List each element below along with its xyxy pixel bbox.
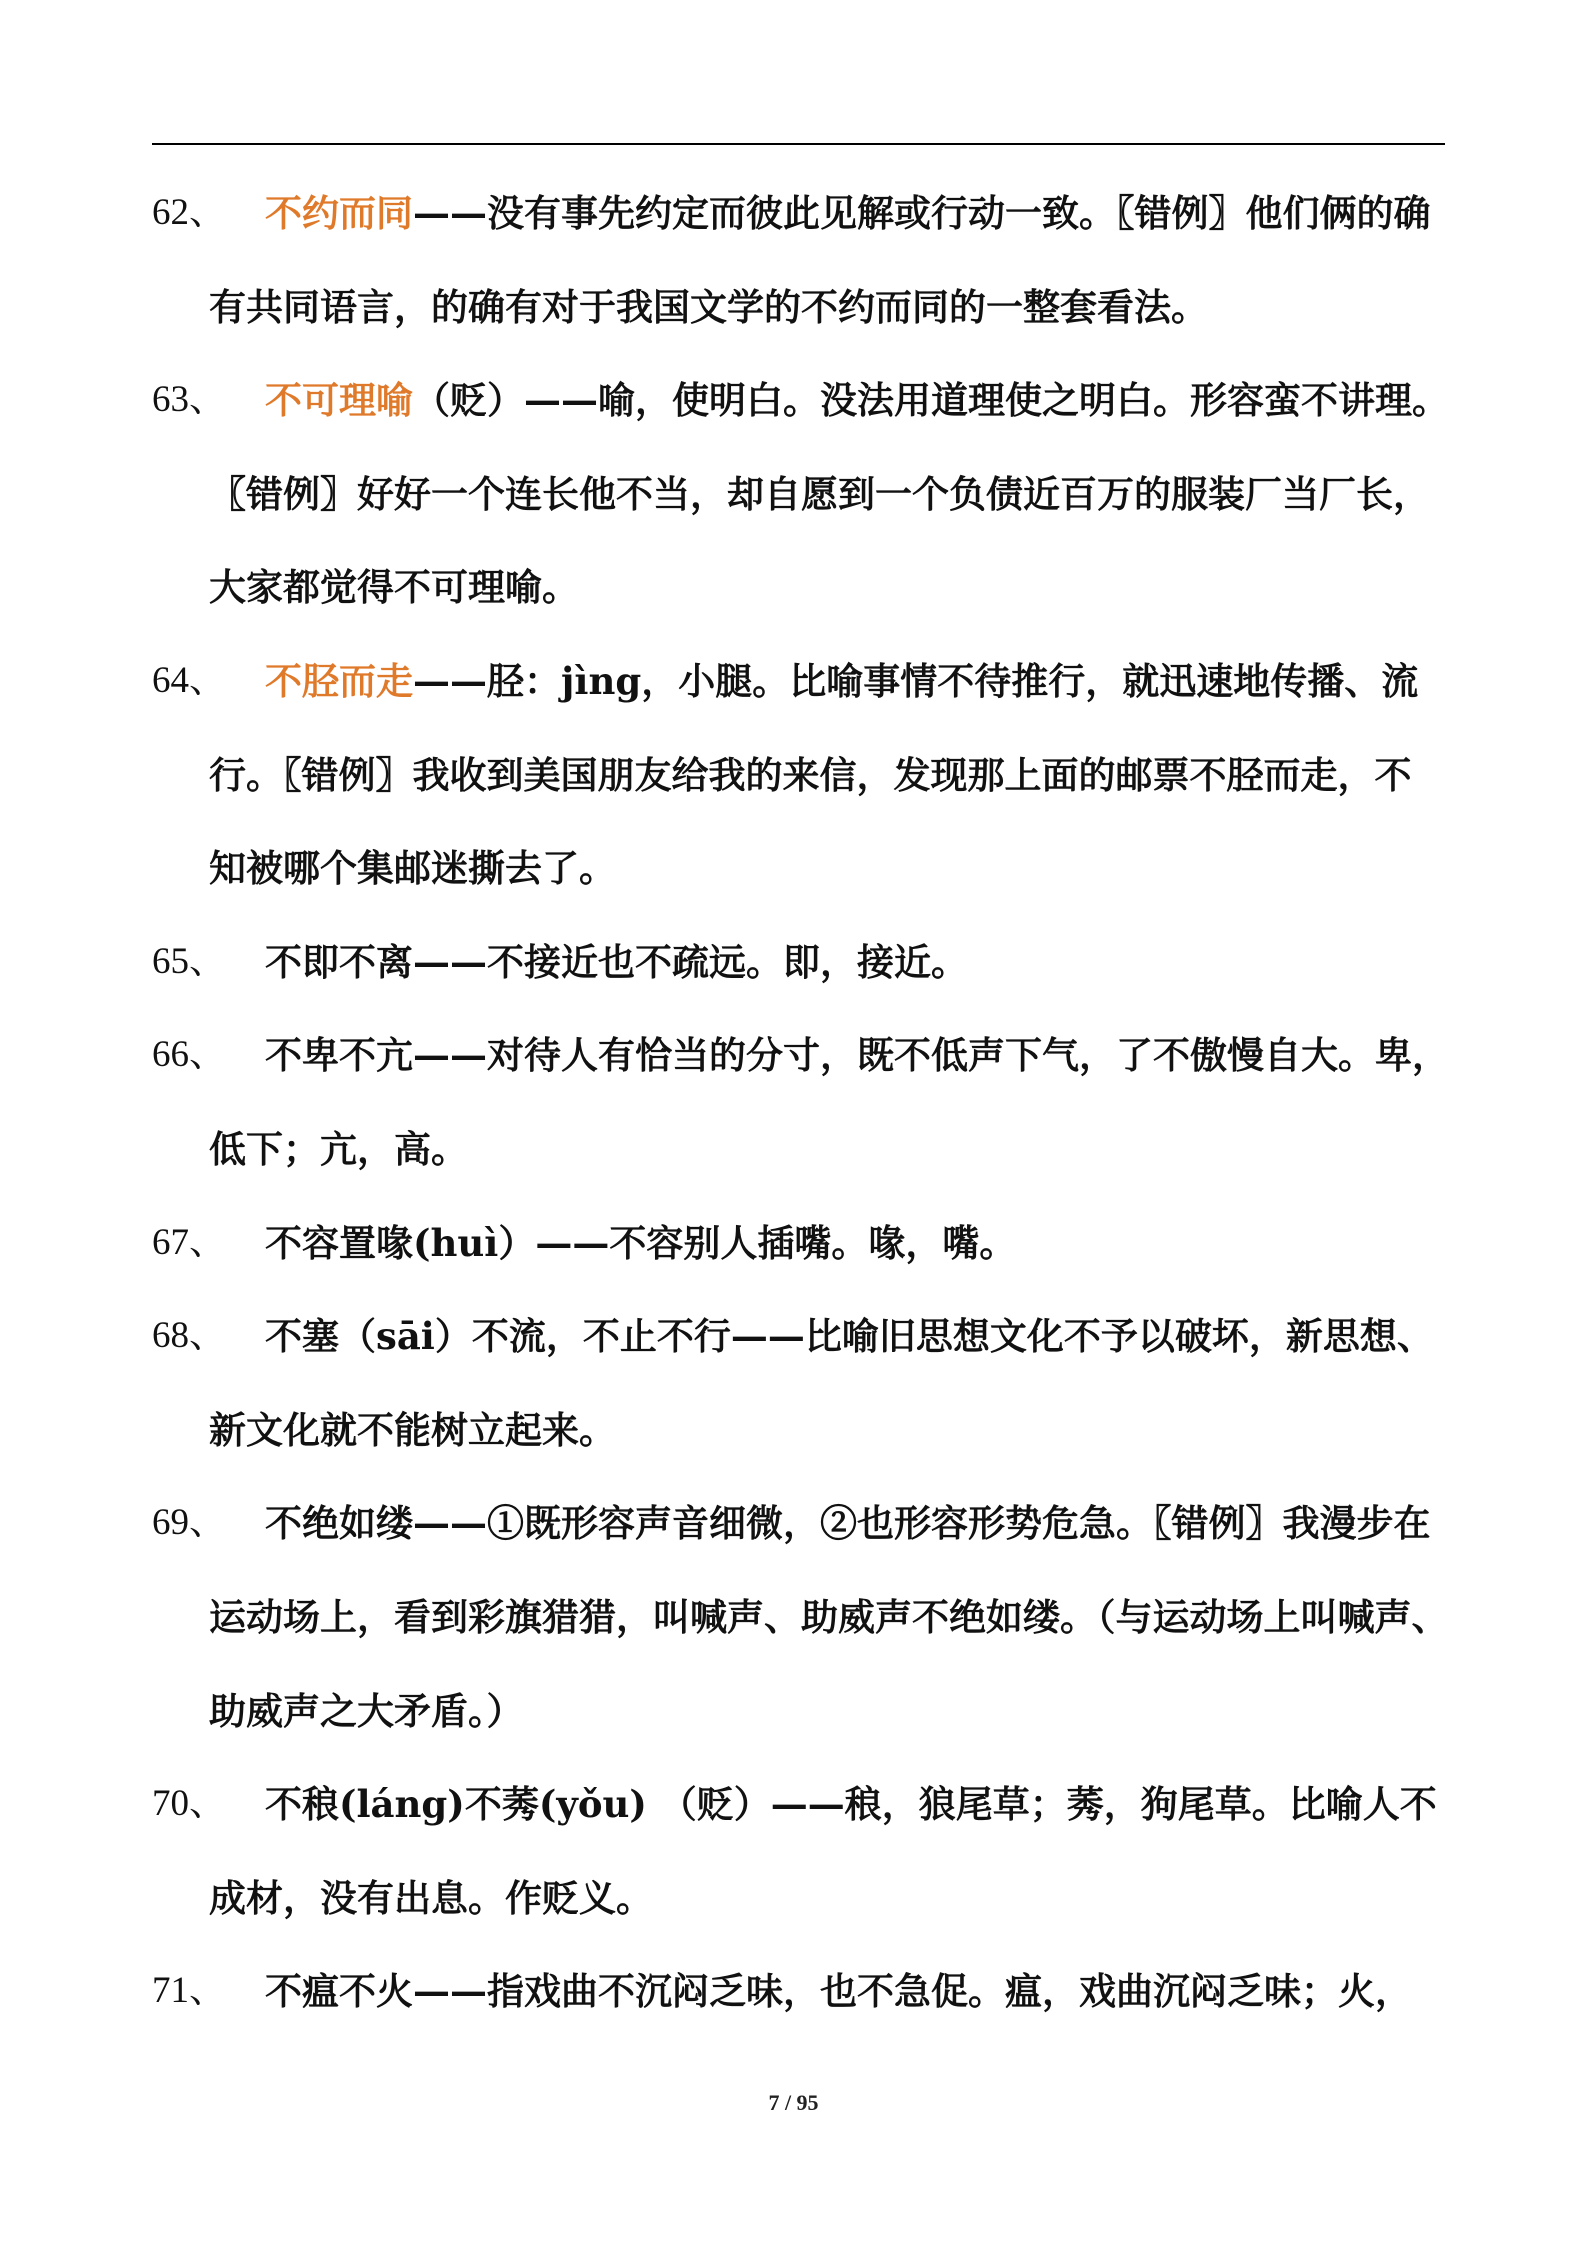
idiom-term: 不绝如缕 [265,1501,413,1546]
entry-continuation-line: 运动场上，看到彩旗猎猎，叫喊声、助威声不绝如缕。（与运动场上叫喊声、 [209,1594,1449,1639]
entry-first-line [152,181,1452,275]
entry-text [265,1959,1412,2053]
entry-first-line [152,930,1452,1024]
entry-first-line [152,1023,1452,1117]
idiom-term: 不容置喙 [265,1220,413,1265]
entry-70 [152,1772,1452,1959]
entry-text [265,1023,1449,1117]
entry-text [265,1211,1016,1305]
entry-number: 65、 [152,940,226,982]
entry-number: 62、 [152,192,226,233]
idiom-term: 不可理喻 [265,378,413,423]
entry-first-line [152,649,1452,743]
entry-number: 63、 [152,379,226,421]
idiom-term: 不瘟不火 [265,1969,413,2014]
idiom-definition: (láng)不莠(yǒu) （贬）——稂，狼尾草；莠，狗尾草。比喻人不 [339,1782,1437,1827]
entry-number: 66、 [152,1034,226,1076]
entry-first-line [152,1772,1452,1866]
entry-number: 67、 [152,1221,226,1263]
entry-continuation-line: 低下；亢，高。 [209,1126,468,1171]
entry-71 [152,1959,1452,2053]
idiom-definition: (huì）——不容别人插嘴。喙，嘴。 [413,1220,1017,1265]
page-number: 7 / 95 [768,2090,819,2115]
entry-text [265,1772,1437,1866]
entry-66 [152,1023,1452,1210]
entry-first-line [152,1211,1452,1305]
entry-text [265,181,1431,275]
entry-continuation-line: 有共同语言，的确有对于我国文学的不约而同的一整套看法。 [209,284,1208,329]
idiom-term: 不胫而走 [265,658,413,703]
entry-number: 70、 [152,1783,226,1825]
entry-text [265,649,1418,743]
idiom-definition: （贬）——喻，使明白。没法用道理使之明白。形容蛮不讲理。 [413,378,1449,423]
idiom-definition: ——①既形容声音细微，②也形容形势危急。〖错例〗我漫步在 [413,1501,1431,1546]
entry-continuation-line: 助威声之大矛盾。） [209,1688,524,1733]
entry-first-line [152,1304,1452,1398]
entry-number: 71、 [152,1970,226,2012]
idiom-definition: ——没有事先约定而彼此见解或行动一致。〖错例〗他们俩的确 [413,191,1431,235]
entry-continuation-line: 行。〖错例〗我收到美国朋友给我的来信，发现那上面的邮票不胫而走，不 [209,752,1412,797]
entry-67 [152,1211,1452,1305]
entry-first-line [152,368,1452,462]
entry-63 [152,368,1452,649]
idiom-definition: ——不接近也不疏远。即，接近。 [413,939,968,984]
entry-list [152,181,1452,2053]
entry-continuation-line: 知被哪个集邮迷撕去了。 [209,846,616,891]
entry-number: 69、 [152,1502,226,1544]
idiom-term: 不即不离 [265,939,413,984]
entry-64 [152,649,1452,930]
entry-number: 64、 [152,659,226,701]
entry-62 [152,181,1452,368]
idiom-definition: ——胫：jìng，小腿。比喻事情不待推行，就迅速地传播、流 [413,658,1419,703]
entry-number: 68、 [152,1315,226,1357]
idiom-term: 不稂 [265,1782,339,1827]
entry-first-line [152,1959,1452,2053]
idiom-definition: ——指戏曲不沉闷乏味，也不急促。瘟，戏曲沉闷乏味；火， [413,1969,1412,2014]
entry-continuation-line: 新文化就不能树立起来。 [209,1407,616,1452]
entry-text [265,930,968,1024]
idiom-definition: ——对待人有恰当的分寸，既不低声下气，了不傲慢自大。卑， [413,1033,1449,1078]
entry-continuation-line: 〖错例〗好好一个连长他不当，却自愿到一个负债近百万的服装厂当厂长， [209,471,1430,516]
header-rule [152,143,1445,145]
entry-first-line [152,1491,1452,1585]
entry-continuation-line: 成材，没有出息。作贬义。 [209,1875,653,1920]
entry-68 [152,1304,1452,1491]
entry-text [265,1491,1431,1585]
entry-continuation-line: 大家都觉得不可理喻。 [209,565,579,610]
entry-65 [152,930,1452,1024]
idiom-term: 不约而同 [265,191,413,235]
idiom-term: 不塞 [265,1314,339,1359]
idiom-definition: （sāi）不流，不止不行——比喻旧思想文化不予以破坏，新思想、 [339,1314,1434,1359]
entry-text [265,368,1449,462]
entry-text [265,1304,1434,1398]
idiom-term: 不卑不亢 [265,1033,413,1078]
entry-69 [152,1491,1452,1772]
